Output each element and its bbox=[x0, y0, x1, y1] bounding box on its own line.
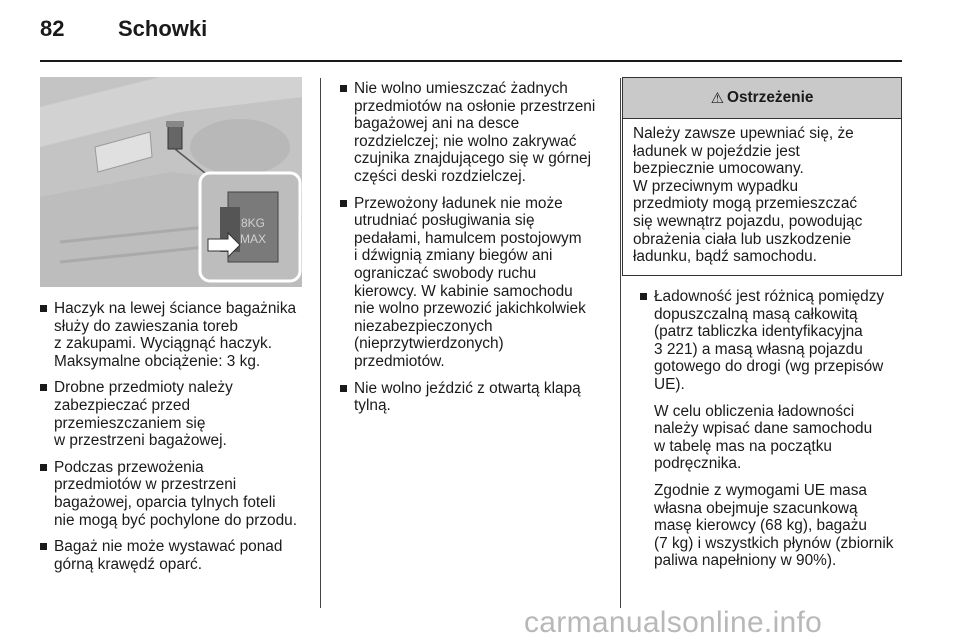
warning-triangle-icon: ⚠ bbox=[710, 90, 725, 107]
list-item bbox=[340, 80, 610, 186]
list-item-text: Haczyk na lewej ściance bagażnika służy do zawieszania toreb z zakupami. Wyciągnąć haczyk. Maksymalne obciążenie: 3 kg. bbox=[54, 300, 297, 370]
warning-box bbox=[622, 77, 902, 276]
section-title: Schowki bbox=[118, 16, 208, 41]
list-item bbox=[40, 459, 308, 529]
bullet-square-icon bbox=[40, 305, 47, 312]
max-load-label-line1: 8KG bbox=[240, 216, 266, 230]
bullet-square-icon bbox=[640, 293, 647, 300]
bullet-square-icon bbox=[340, 200, 347, 207]
bullet-square-icon bbox=[40, 543, 47, 550]
column-middle bbox=[340, 80, 610, 424]
page-header bbox=[40, 16, 900, 52]
page-number: 82 bbox=[40, 16, 65, 41]
list-item bbox=[340, 195, 610, 371]
bullet-square-icon bbox=[340, 85, 347, 92]
list-item bbox=[40, 379, 308, 449]
column-divider-right bbox=[620, 78, 621, 608]
bullet-square-icon bbox=[340, 385, 347, 392]
bullet-square-icon bbox=[40, 384, 47, 391]
warning-text: Należy zawsze upewniać się, że ładunek w pojeździe jest bezpiecznie umocowany. W przeciwnym wypadku przedmioty mogą przemieszczać się wewnątrz pojazdu, powodując obrażenia ciała lub uszkodzenie ładunku, bądź samochodu. bbox=[633, 125, 863, 266]
paragraph: W celu obliczenia ładowności należy wpisać dane samochodu w tabelę mas na początku podręcznika. bbox=[654, 402, 873, 473]
column-left bbox=[40, 300, 308, 582]
max-load-label-line2: MAX bbox=[239, 232, 267, 246]
paragraph: Zgodnie z wymogami UE masa własna obejmuje szacunkową masę kierowcy (68 kg), bagażu (7 kg) i wszystkich płynów (zbiornik paliwa napełniony w 90%). bbox=[654, 481, 894, 570]
list-item bbox=[640, 288, 904, 394]
list-item-text: Podczas przewożenia przedmiotów w przestrzeni bagażowej, oparcia tylnych foteli nie mogą być pochylone do przodu. bbox=[54, 458, 297, 529]
list-item-text: Nie wolno jeździć z otwartą klapą tylną. bbox=[354, 379, 581, 415]
list-item-text: Bagaż nie może wystawać ponad górną krawędź oparć. bbox=[54, 538, 283, 573]
luggage-hook-illustration bbox=[40, 77, 302, 287]
list-item-text: Przewożony ładunek nie może utrudniać posługiwania się pedałami, hamulcem postojowym i dźwignią zmiany biegów ani ograniczać swobody ruchu kierowcy. W kabinie samochodu nie wolno przewozić jakichkolwiek niezabezpieczonych (nieprzytwierdzonych) przedmiotów. bbox=[354, 194, 586, 370]
warning-header bbox=[623, 78, 901, 119]
header-rule bbox=[40, 60, 902, 62]
list-item-text: Drobne przedmioty należy zabezpieczać przed przemieszczaniem się w przestrzeni bagażowej. bbox=[54, 379, 233, 450]
bullet-square-icon bbox=[40, 464, 47, 471]
column-divider-left bbox=[320, 78, 321, 608]
watermark: carmanualsonline.info bbox=[524, 606, 823, 639]
list-item bbox=[40, 300, 308, 370]
list-item-text: Ładowność jest różnicą pomiędzy dopuszczalną masą całkowitą (patrz tabliczka identyfikacyjna 3 221) a masą własną pojazdu gotowego do drogi (wg przepisów UE). bbox=[654, 288, 885, 393]
list-item bbox=[40, 538, 308, 573]
illustration-drawing bbox=[40, 77, 302, 287]
list-item-text: Nie wolno umieszczać żadnych przedmiotów na osłonie przestrzeni bagażowej ani na desce rozdzielczej; nie wolno zakrywać czujnika znajdującego się w górnej części deski rozdzielczej. bbox=[354, 80, 596, 185]
list-item bbox=[340, 380, 610, 415]
column-right bbox=[640, 288, 904, 579]
warning-title: Ostrzeżenie bbox=[727, 89, 814, 106]
